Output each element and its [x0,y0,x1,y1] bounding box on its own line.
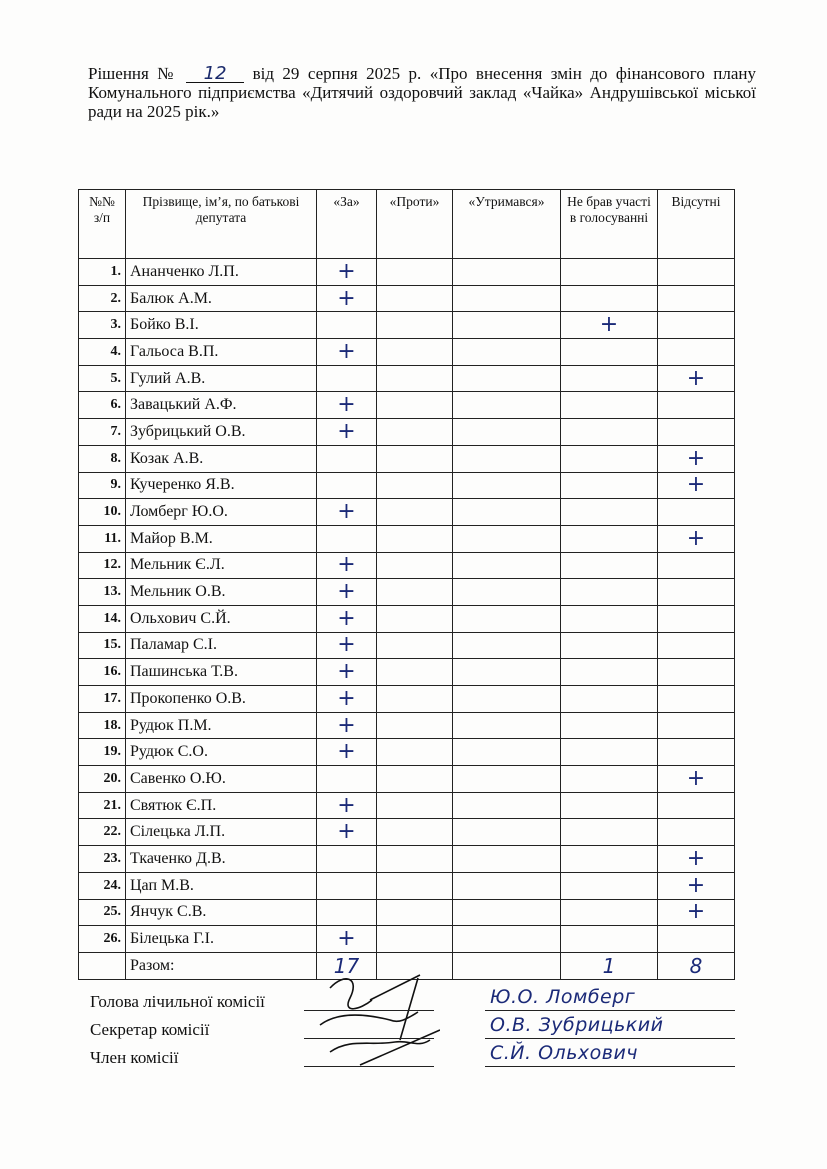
vote-cell-vidsutni [658,579,735,606]
row-number: 17. [79,686,126,713]
vote-cell-proty [377,766,453,793]
deputy-name: Гулий А.В. [126,365,317,392]
vote-cell-za [317,312,377,339]
vote-cell-za: + [317,552,377,579]
vote-cell-vidsutni [658,659,735,686]
vote-cell-vidsutni: + [658,899,735,926]
vote-cell-za [317,766,377,793]
vote-cell-proty [377,712,453,739]
row-number: 14. [79,605,126,632]
vote-cell-proty [377,899,453,926]
deputy-name: Ломберг Ю.О. [126,499,317,526]
vote-cell-ne-brav [561,659,658,686]
vote-cell-vidsutni: + [658,872,735,899]
vote-cell-ne-brav [561,899,658,926]
vote-cell-utrymavsia [453,819,561,846]
table-row [79,926,735,953]
vote-cell-utrymavsia [453,926,561,953]
deputy-name: Майор В.М. [126,525,317,552]
deputy-name: Мельник Є.Л. [126,552,317,579]
table-row [79,525,735,552]
row-number: 25. [79,899,126,926]
vote-cell-utrymavsia [453,712,561,739]
vote-cell-utrymavsia [453,525,561,552]
col-ne-brav-header: Не брав участі в голосуванні [561,190,658,259]
table-row [79,392,735,419]
vote-cell-za: + [317,686,377,713]
vote-cell-proty [377,419,453,446]
table-row [79,899,735,926]
vote-cell-za: + [317,339,377,366]
role-label: Голова лічильної комісії [90,992,265,1011]
vote-cell-za: + [317,739,377,766]
table-row [79,312,735,339]
vote-cell-utrymavsia [453,499,561,526]
vote-cell-vidsutni [658,819,735,846]
deputy-name: Ольхович С.Й. [126,605,317,632]
total-vidsutni: 8 [658,952,735,979]
vote-cell-ne-brav [561,712,658,739]
vote-cell-utrymavsia [453,899,561,926]
vote-cell-ne-brav [561,846,658,873]
vote-cell-vidsutni [658,285,735,312]
vote-cell-utrymavsia [453,605,561,632]
vote-cell-ne-brav [561,766,658,793]
table-row [79,632,735,659]
vote-cell-vidsutni [658,792,735,819]
col-proty-header: «Проти» [377,190,453,259]
row-number: 24. [79,872,126,899]
vote-cell-ne-brav [561,686,658,713]
vote-cell-ne-brav [561,445,658,472]
col-name-header: Прізвище, ім’я, по батькові депутата [126,190,317,259]
row-number: 3. [79,312,126,339]
vote-cell-ne-brav [561,419,658,446]
vote-cell-proty [377,525,453,552]
deputy-name: Балюк А.М. [126,285,317,312]
table-row [79,365,735,392]
vote-cell-proty [377,686,453,713]
vote-cell-utrymavsia [453,445,561,472]
total-ne-brav: 1 [561,952,658,979]
vote-cell-za: + [317,259,377,286]
signer-name: С.Й. Ольхович [490,1042,639,1064]
col-number-header: №№ з/п [79,190,126,259]
vote-cell-vidsutni: + [658,846,735,873]
vote-cell-utrymavsia [453,792,561,819]
totals-label: Разом: [126,952,317,979]
decision-heading [88,64,756,121]
vote-cell-za [317,846,377,873]
vote-cell-vidsutni: + [658,525,735,552]
signature-line [304,1038,434,1039]
vote-cell-ne-brav [561,579,658,606]
deputy-name: Завацький А.Ф. [126,392,317,419]
vote-cell-utrymavsia [453,686,561,713]
name-line [485,1010,735,1011]
vote-cell-za [317,365,377,392]
handwritten-signatures [300,970,440,1070]
row-number: 15. [79,632,126,659]
vote-cell-utrymavsia [453,579,561,606]
heading-text: від 29 серпня 2025 р. «Про внесення змін до фінансового плану Комунального підприємства «Дитячий оздоровчий заклад «Чайка» Андрушівської міської ради на 2025 рік.» [88,64,756,121]
vote-cell-vidsutni [658,686,735,713]
table-row [79,259,735,286]
vote-cell-vidsutni [658,632,735,659]
vote-cell-ne-brav [561,392,658,419]
table-row [79,712,735,739]
row-number: 13. [79,579,126,606]
vote-cell-za: + [317,285,377,312]
vote-cell-za [317,445,377,472]
vote-cell-vidsutni: + [658,445,735,472]
vote-cell-vidsutni [658,312,735,339]
vote-cell-ne-brav [561,472,658,499]
vote-cell-proty [377,445,453,472]
table-row [79,419,735,446]
vote-cell-utrymavsia [453,312,561,339]
table-header-row [79,190,735,259]
vote-cell-za: + [317,392,377,419]
table-row [79,579,735,606]
vote-cell-proty [377,312,453,339]
deputy-name: Рудюк П.М. [126,712,317,739]
deputy-name: Пашинська Т.В. [126,659,317,686]
signature-line [304,1066,434,1067]
vote-cell-vidsutni: + [658,365,735,392]
vote-cell-utrymavsia [453,632,561,659]
signer-name: О.В. Зубрицький [490,1014,664,1036]
row-number: 1. [79,259,126,286]
row-number: 8. [79,445,126,472]
totals-empty-cell [79,952,126,979]
voting-table [78,189,735,980]
table-row [79,766,735,793]
vote-cell-ne-brav [561,525,658,552]
table-row [79,339,735,366]
row-number: 4. [79,339,126,366]
vote-cell-ne-brav [561,339,658,366]
table-row [79,445,735,472]
vote-cell-proty [377,392,453,419]
table-row [79,846,735,873]
vote-cell-vidsutni [658,739,735,766]
vote-cell-ne-brav [561,872,658,899]
table-row [79,686,735,713]
vote-cell-ne-brav [561,792,658,819]
vote-cell-vidsutni: + [658,766,735,793]
row-number: 10. [79,499,126,526]
vote-cell-proty [377,739,453,766]
vote-cell-za [317,872,377,899]
deputy-name: Зубрицький О.В. [126,419,317,446]
vote-cell-utrymavsia [453,419,561,446]
vote-cell-proty [377,472,453,499]
deputy-name: Гальоса В.П. [126,339,317,366]
vote-cell-utrymavsia [453,739,561,766]
vote-cell-ne-brav [561,926,658,953]
row-number: 26. [79,926,126,953]
role-label: Член комісії [90,1048,179,1067]
name-line [485,1066,735,1067]
vote-cell-ne-brav [561,605,658,632]
vote-cell-vidsutni: + [658,472,735,499]
deputy-name: Мельник О.В. [126,579,317,606]
vote-cell-proty [377,792,453,819]
vote-cell-proty [377,846,453,873]
vote-cell-vidsutni [658,392,735,419]
vote-cell-utrymavsia [453,872,561,899]
table-row [79,499,735,526]
vote-cell-vidsutni [658,339,735,366]
vote-cell-proty [377,926,453,953]
row-number: 22. [79,819,126,846]
table-row [79,552,735,579]
table-row [79,739,735,766]
vote-cell-proty [377,632,453,659]
vote-cell-ne-brav [561,499,658,526]
deputy-name: Янчук С.В. [126,899,317,926]
table-body [79,259,735,953]
row-number: 7. [79,419,126,446]
vote-cell-ne-brav [561,632,658,659]
vote-cell-za [317,525,377,552]
vote-cell-utrymavsia [453,552,561,579]
vote-cell-proty [377,552,453,579]
vote-cell-utrymavsia [453,365,561,392]
deputy-name: Білецька Г.І. [126,926,317,953]
vote-cell-ne-brav [561,739,658,766]
total-utrymavsia [453,952,561,979]
col-utrymavsia-header: «Утримався» [453,190,561,259]
vote-cell-proty [377,579,453,606]
heading-prefix: Рішення № [88,64,178,83]
row-number: 6. [79,392,126,419]
vote-cell-proty [377,659,453,686]
vote-cell-proty [377,819,453,846]
vote-cell-proty [377,339,453,366]
vote-cell-utrymavsia [453,766,561,793]
deputy-name: Бойко В.І. [126,312,317,339]
vote-cell-utrymavsia [453,339,561,366]
vote-cell-ne-brav: + [561,312,658,339]
deputy-name: Козак А.В. [126,445,317,472]
vote-cell-proty [377,259,453,286]
row-number: 23. [79,846,126,873]
vote-cell-vidsutni [658,499,735,526]
vote-cell-ne-brav [561,365,658,392]
vote-cell-ne-brav [561,819,658,846]
col-vidsutni-header: Відсутні [658,190,735,259]
vote-cell-vidsutni [658,419,735,446]
vote-cell-utrymavsia [453,285,561,312]
deputy-name: Прокопенко О.В. [126,686,317,713]
deputy-name: Цап М.В. [126,872,317,899]
deputy-name: Паламар С.І. [126,632,317,659]
vote-cell-za [317,472,377,499]
vote-cell-utrymavsia [453,846,561,873]
vote-cell-za: + [317,819,377,846]
vote-cell-za: + [317,659,377,686]
row-number: 9. [79,472,126,499]
vote-cell-vidsutni [658,926,735,953]
vote-cell-utrymavsia [453,659,561,686]
row-number: 11. [79,525,126,552]
row-number: 19. [79,739,126,766]
row-number: 16. [79,659,126,686]
table-row [79,285,735,312]
deputy-name: Савенко О.Ю. [126,766,317,793]
vote-cell-za: + [317,499,377,526]
vote-cell-vidsutni [658,552,735,579]
table-row [79,792,735,819]
vote-cell-za: + [317,419,377,446]
signature-line [304,1010,434,1011]
row-number: 21. [79,792,126,819]
deputy-name: Ананченко Л.П. [126,259,317,286]
vote-cell-utrymavsia [453,472,561,499]
vote-cell-proty [377,499,453,526]
row-number: 2. [79,285,126,312]
vote-cell-utrymavsia [453,259,561,286]
deputy-name: Святюк Є.П. [126,792,317,819]
vote-cell-za: + [317,792,377,819]
vote-cell-za: + [317,579,377,606]
vote-cell-za [317,899,377,926]
table-row [79,605,735,632]
table-row [79,872,735,899]
name-line [485,1038,735,1039]
total-za: 17 [317,952,377,979]
row-number: 12. [79,552,126,579]
deputy-name: Сілецька Л.П. [126,819,317,846]
role-label: Секретар комісії [90,1020,210,1039]
vote-cell-proty [377,365,453,392]
row-number: 18. [79,712,126,739]
deputy-name: Кучеренко Я.В. [126,472,317,499]
vote-cell-za: + [317,632,377,659]
vote-cell-za: + [317,926,377,953]
row-number: 20. [79,766,126,793]
vote-cell-ne-brav [561,285,658,312]
vote-cell-vidsutni [658,605,735,632]
row-number: 5. [79,365,126,392]
vote-cell-za: + [317,712,377,739]
vote-cell-za: + [317,605,377,632]
vote-cell-ne-brav [561,259,658,286]
vote-cell-ne-brav [561,552,658,579]
deputy-name: Ткаченко Д.В. [126,846,317,873]
vote-cell-vidsutni [658,259,735,286]
signer-name: Ю.О. Ломберг [490,986,636,1008]
decision-number: 12 [186,66,244,83]
vote-cell-utrymavsia [453,392,561,419]
table-row [79,659,735,686]
vote-cell-proty [377,605,453,632]
vote-cell-proty [377,285,453,312]
vote-cell-proty [377,872,453,899]
table-row [79,819,735,846]
col-za-header: «За» [317,190,377,259]
table-row [79,472,735,499]
vote-cell-vidsutni [658,712,735,739]
deputy-name: Рудюк С.О. [126,739,317,766]
